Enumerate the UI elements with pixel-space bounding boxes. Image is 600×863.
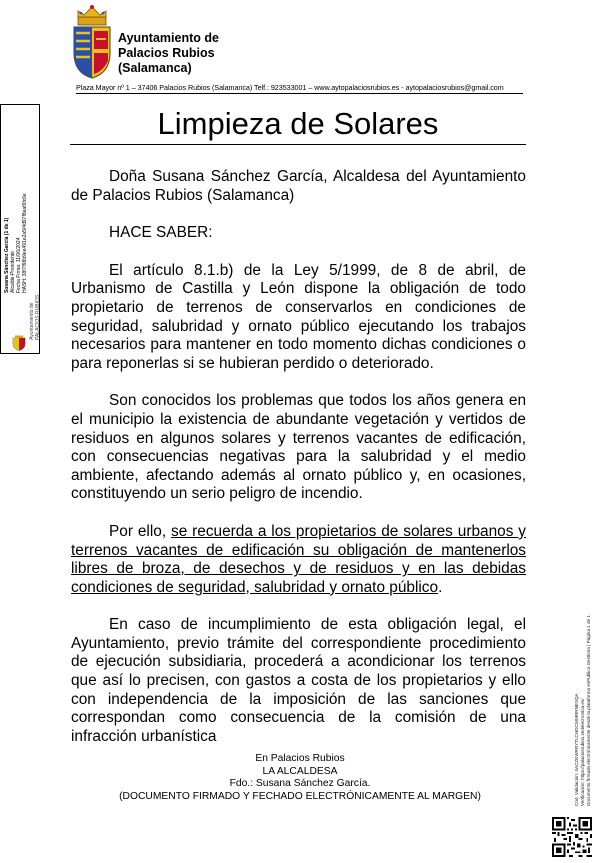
stamp-org-2: PALACIOS RUBIOS bbox=[35, 294, 41, 340]
org-line-2: Palacios Rubios bbox=[118, 46, 215, 60]
paragraph-law: El artículo 8.1.b) de la Ley 5/1999, de 8 de abril, de Urbanismo de Castilla y León dispone la obligación de todo propietario de terrenos de conservarlos en condiciones de seguridad, salubridad y ornato público ejecutando los trabajos necesarios para mantener en todo momento dichas condiciones o para reponerlas si se hubieran perdido o deteriorado. bbox=[71, 261, 526, 372]
organization-name bbox=[118, 31, 219, 76]
platform-note: Documento firmado electrónicamente desde la plataforma esPublico Gestiona | Página 1 de 1 bbox=[586, 615, 591, 806]
signature-block bbox=[90, 753, 510, 803]
document-title: Limpieza de Solares bbox=[157, 106, 439, 141]
paragraph-intro: Doña Susana Sánchez García, Alcaldesa del Ayuntamiento de Palacios Rubios (Salamanca) bbox=[71, 168, 526, 204]
document-body bbox=[71, 168, 526, 746]
signature-name: Fdo.: Susana Sánchez García. bbox=[229, 778, 371, 790]
mini-crest-icon bbox=[12, 335, 26, 351]
paragraph-problems: Son conocidos los problemas que todos los años genera en el municipio la existencia de abundante vegetación y vertidos de residuos en algunos solares y terrenos vacantes de edificación, con consecuencias negativas para la salubridad y el medio ambiente, afectando además al ornato público y, en ocasiones, constituyendo un serio peligro de incendio. bbox=[71, 392, 526, 503]
address-line: Plaza Mayor nº 1 – 37406 Palacios Rubios (Salamanca) Telf.: 923533001 – www.aytopalaciosrubios.es - aytopalaciosrubios@gmail.com bbox=[76, 83, 523, 94]
org-line-1: Ayuntamiento de bbox=[118, 31, 219, 45]
stamp-org-1: Ayuntamiento de bbox=[29, 302, 35, 340]
signature-note: (DOCUMENTO FIRMADO Y FECHADO ELECTRÓNICAMENTE AL MARGEN) bbox=[119, 790, 481, 802]
title-underline bbox=[70, 144, 526, 145]
paragraph-noncompliance: En caso de incumplimiento de esta obligación legal, el Ayuntamiento, previo trámite del correspondiente procedimiento de ejecución subsidiaria, procederá a acondicionar los terrenos que así lo precisen, con gastos a costa de los propietarios y ello con independencia de la imposición de las sanciones que correspondan como consecuencia de la comisión de una infracción urbanística bbox=[71, 616, 526, 745]
reminder-intro: Por ello, bbox=[109, 522, 172, 540]
stamp-hash: HASH: 38f7f98b9ee491e2a5f4d97f8eaf6fc6e bbox=[22, 193, 28, 293]
stamp-signer: Susana Sánchez García (1 de 1) bbox=[4, 217, 10, 293]
validation-code: Cód. Validación: 4ACZEWRRYTLCHDCWMRRNESQA bbox=[574, 693, 579, 806]
verification-url: Verificación: https://palaciosrubios.sedelectronica.es/ bbox=[580, 698, 585, 806]
letterhead bbox=[70, 3, 530, 87]
coat-of-arms-icon bbox=[70, 3, 114, 79]
stamp-role: Alcalde-Presidente bbox=[10, 251, 16, 293]
reminder-end: . bbox=[438, 578, 443, 596]
paragraph-reminder bbox=[71, 523, 526, 597]
org-line-3: (Salamanca) bbox=[118, 61, 192, 75]
paragraph-hace-saber: HACE SABER: bbox=[109, 224, 213, 242]
electronic-signature-stamp bbox=[0, 104, 40, 354]
signature-place: En Palacios Rubios bbox=[255, 753, 345, 764]
reminder-underlined: se recuerda a los propietarios de solares urbanos y terrenos vacantes de edificación su obligación de mantenerlos libres de broza, de desechos y de residuos y en las debidas condiciones de seguridad, salubridad y ornato público bbox=[71, 522, 526, 596]
stamp-date: Fecha Firma: 11/06/2024 bbox=[16, 237, 22, 293]
qr-code-icon bbox=[552, 817, 592, 857]
signature-role: LA ALCALDESA bbox=[262, 765, 338, 777]
